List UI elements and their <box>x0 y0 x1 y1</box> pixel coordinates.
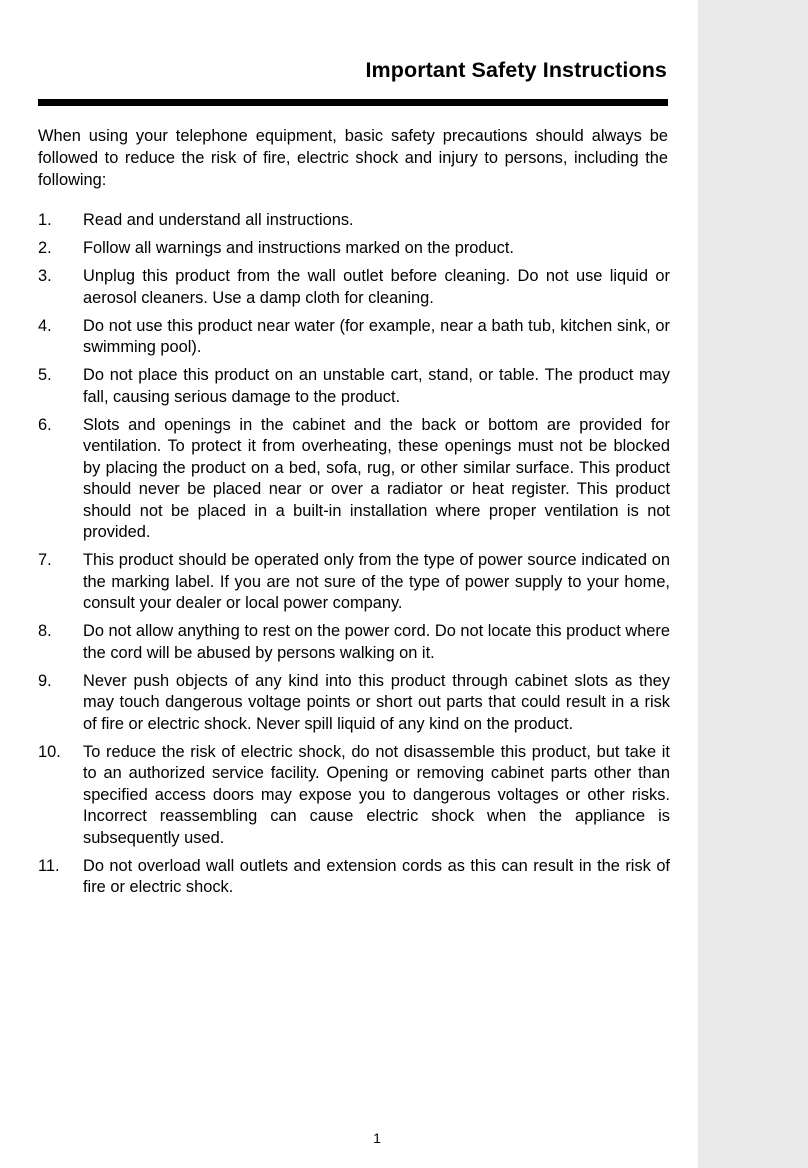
list-item <box>38 266 670 309</box>
item-number: 10. <box>38 742 61 761</box>
item-number: 9. <box>38 671 52 690</box>
intro-paragraph: When using your telephone equipment, basic safety precautions should always be followed to reduce the risk of fire, electric shock and injury to persons, including the following: <box>38 127 668 189</box>
page-title: Important Safety Instructions <box>365 58 667 82</box>
item-number: 6. <box>38 415 52 434</box>
item-text: Do not use this product near water (for example, near a bath tub, kitchen sink, or swimming pool). <box>83 316 670 356</box>
item-text: Slots and openings in the cabinet and the back or bottom are provided for ventilation. To protect it from overheating, these openings must not be blocked by placing the product on a bed, sofa, rug, or other similar surface. This product should never be placed near or over a radiator or heat register. This product should not be placed in a built-in installation where proper ventilation is not provided. <box>83 415 670 541</box>
title-rule <box>38 99 668 106</box>
list-item <box>38 415 670 544</box>
item-number: 8. <box>38 622 52 640</box>
item-text: Do not overload wall outlets and extension cords as this can result in the risk of fire or electric shock. <box>83 856 670 896</box>
item-text: Do not place this product on an unstable cart, stand, or table. The product may fall, causing serious damage to the product. <box>83 366 670 406</box>
item-number: 3. <box>38 267 52 285</box>
item-text: This product should be operated only from the type of power source indicated on the marking label. If you are not sure of the type of power supply to your home, consult your dealer or local power company. <box>83 551 670 612</box>
list-item <box>38 856 670 899</box>
item-text: Follow all warnings and instructions marked on the product. <box>83 239 514 257</box>
item-number: 11. <box>38 856 60 875</box>
item-text: Unplug this product from the wall outlet before cleaning. Do not use liquid or aerosol cleaners. Use a damp cloth for cleaning. <box>83 267 670 307</box>
list-item <box>38 621 670 664</box>
item-number: 4. <box>38 316 52 335</box>
item-number: 1. <box>38 211 52 229</box>
list-item <box>38 365 670 408</box>
item-text: Read and understand all instructions. <box>83 211 354 229</box>
list-item <box>38 316 670 359</box>
instructions-list <box>38 210 670 905</box>
item-text: Do not allow anything to rest on the power cord. Do not locate this product where the cord will be abused by persons walking on it. <box>83 622 670 662</box>
item-text: Never push objects of any kind into this product through cabinet slots as they may touch dangerous voltage points or short out parts that could result in a risk of fire or electric shock. Never spill liquid of any kind on the product. <box>83 671 670 733</box>
item-number: 7. <box>38 551 52 569</box>
item-number: 5. <box>38 366 52 384</box>
list-item <box>38 550 670 615</box>
item-text: To reduce the risk of electric shock, do not disassemble this product, but take it to an authorized service facility. Opening or removing cabinet parts other than specified access doors may expose you to dangerous voltages or other risks. Incorrect reassembling can cause electric shock when the appliance is subsequently used. <box>83 742 670 847</box>
item-number: 2. <box>38 239 52 257</box>
side-margin-strip <box>698 0 808 1168</box>
list-item <box>38 210 670 232</box>
list-item <box>38 238 670 260</box>
list-item <box>38 742 670 850</box>
list-item <box>38 671 670 736</box>
page-number: 1 <box>373 1130 381 1146</box>
